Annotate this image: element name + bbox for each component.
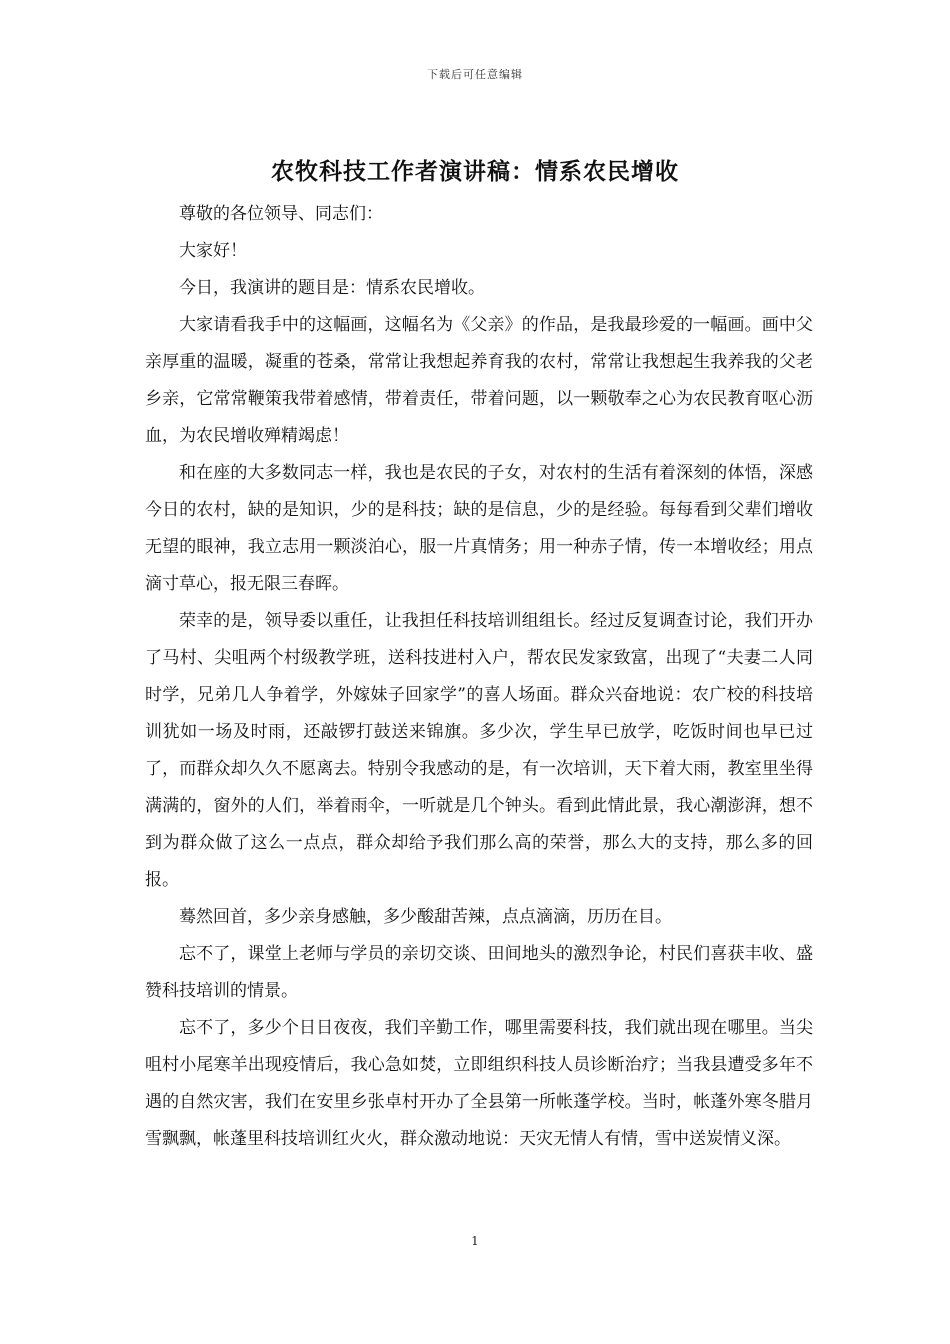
document-body <box>145 196 813 1158</box>
paragraph-memory-classroom: 忘不了，课堂上老师与学员的亲切交谈、田间地头的激烈争论，村民们喜获丰收、盛赞科技培训的情景。 <box>145 944 813 1001</box>
page-number: 1 <box>471 1234 479 1248</box>
document-title: 农牧科技工作者演讲稿：情系农民增收 <box>271 158 679 185</box>
paragraph-topic: 今日，我演讲的题目是：情系农民增收。 <box>179 278 485 298</box>
paragraph-painting: 大家请看我手中的这幅画，这幅名为《父亲》的作品，是我最珍爱的一幅画。画中父亲厚重的温暖，凝重的苍桑，常常让我想起养育我的农村，常常让我想起生我养我的父老乡亲，它常常鞭策我带着感情，带着责任，带着问题，以一颗敬奉之心为农民教育呕心沥血，为农民增收殚精竭虑！ <box>145 315 813 446</box>
paragraph-origin: 和在座的大多数同志一样，我也是农民的子女，对农村的生活有着深刻的体悟，深感今日的农村，缺的是知识，少的是科技；缺的是信息，少的是经验。每每看到父辈们增收无望的眼神，我立志用一颗淡泊心，服一片真情务；用一种赤子情，传一本增收经；用点滴寸草心，报无限三春晖。 <box>145 463 813 594</box>
paragraph-salutation: 尊敬的各位领导、同志们： <box>179 204 383 224</box>
paragraph-training: 荣幸的是，领导委以重任，让我担任科技培训组组长。经过反复调查讨论，我们开办了马村、尖咀两个村级教学班，送科技进村入户，帮农民发家致富，出现了“夫妻二人同时学，兄弟几人争着学，外嫁妹子回家学”的喜人场面。群众兴奋地说：农广校的科技培训犹如一场及时雨，还敲锣打鼓送来锦旗。多少次，学生早已放学，吃饭时间也早已过了，而群众却久久不愿离去。特别令我感动的是，有一次培训，天下着大雨，教室里坐得满满的，窗外的人们，举着雨伞，一听就是几个钟头。看到此情此景，我心潮澎湃，想不到为群众做了这么一点点，群众却给予我们那么高的荣誉，那么大的支持，那么多的回报。 <box>145 611 813 890</box>
header-note: 下载后可任意编辑 <box>427 68 523 81</box>
paragraph-greeting: 大家好！ <box>179 241 247 261</box>
paragraph-memory-work: 忘不了，多少个日日夜夜，我们辛勤工作，哪里需要科技，我们就出现在哪里。当尖咀村小尾寒羊出现疫情后，我心急如焚，立即组织科技人员诊断治疗；当我县遭受多年不遇的自然灾害，我们在安里乡张卓村开办了全县第一所帐蓬学校。当时，帐蓬外寒冬腊月雪飘飘，帐蓬里科技培训红火火，群众激动地说：天灾无情人有情，雪中送炭情义深。 <box>145 1018 813 1149</box>
paragraph-reflection: 蓦然回首，多少亲身感触，多少酸甜苦辣，点点滴滴，历历在目。 <box>179 907 672 927</box>
